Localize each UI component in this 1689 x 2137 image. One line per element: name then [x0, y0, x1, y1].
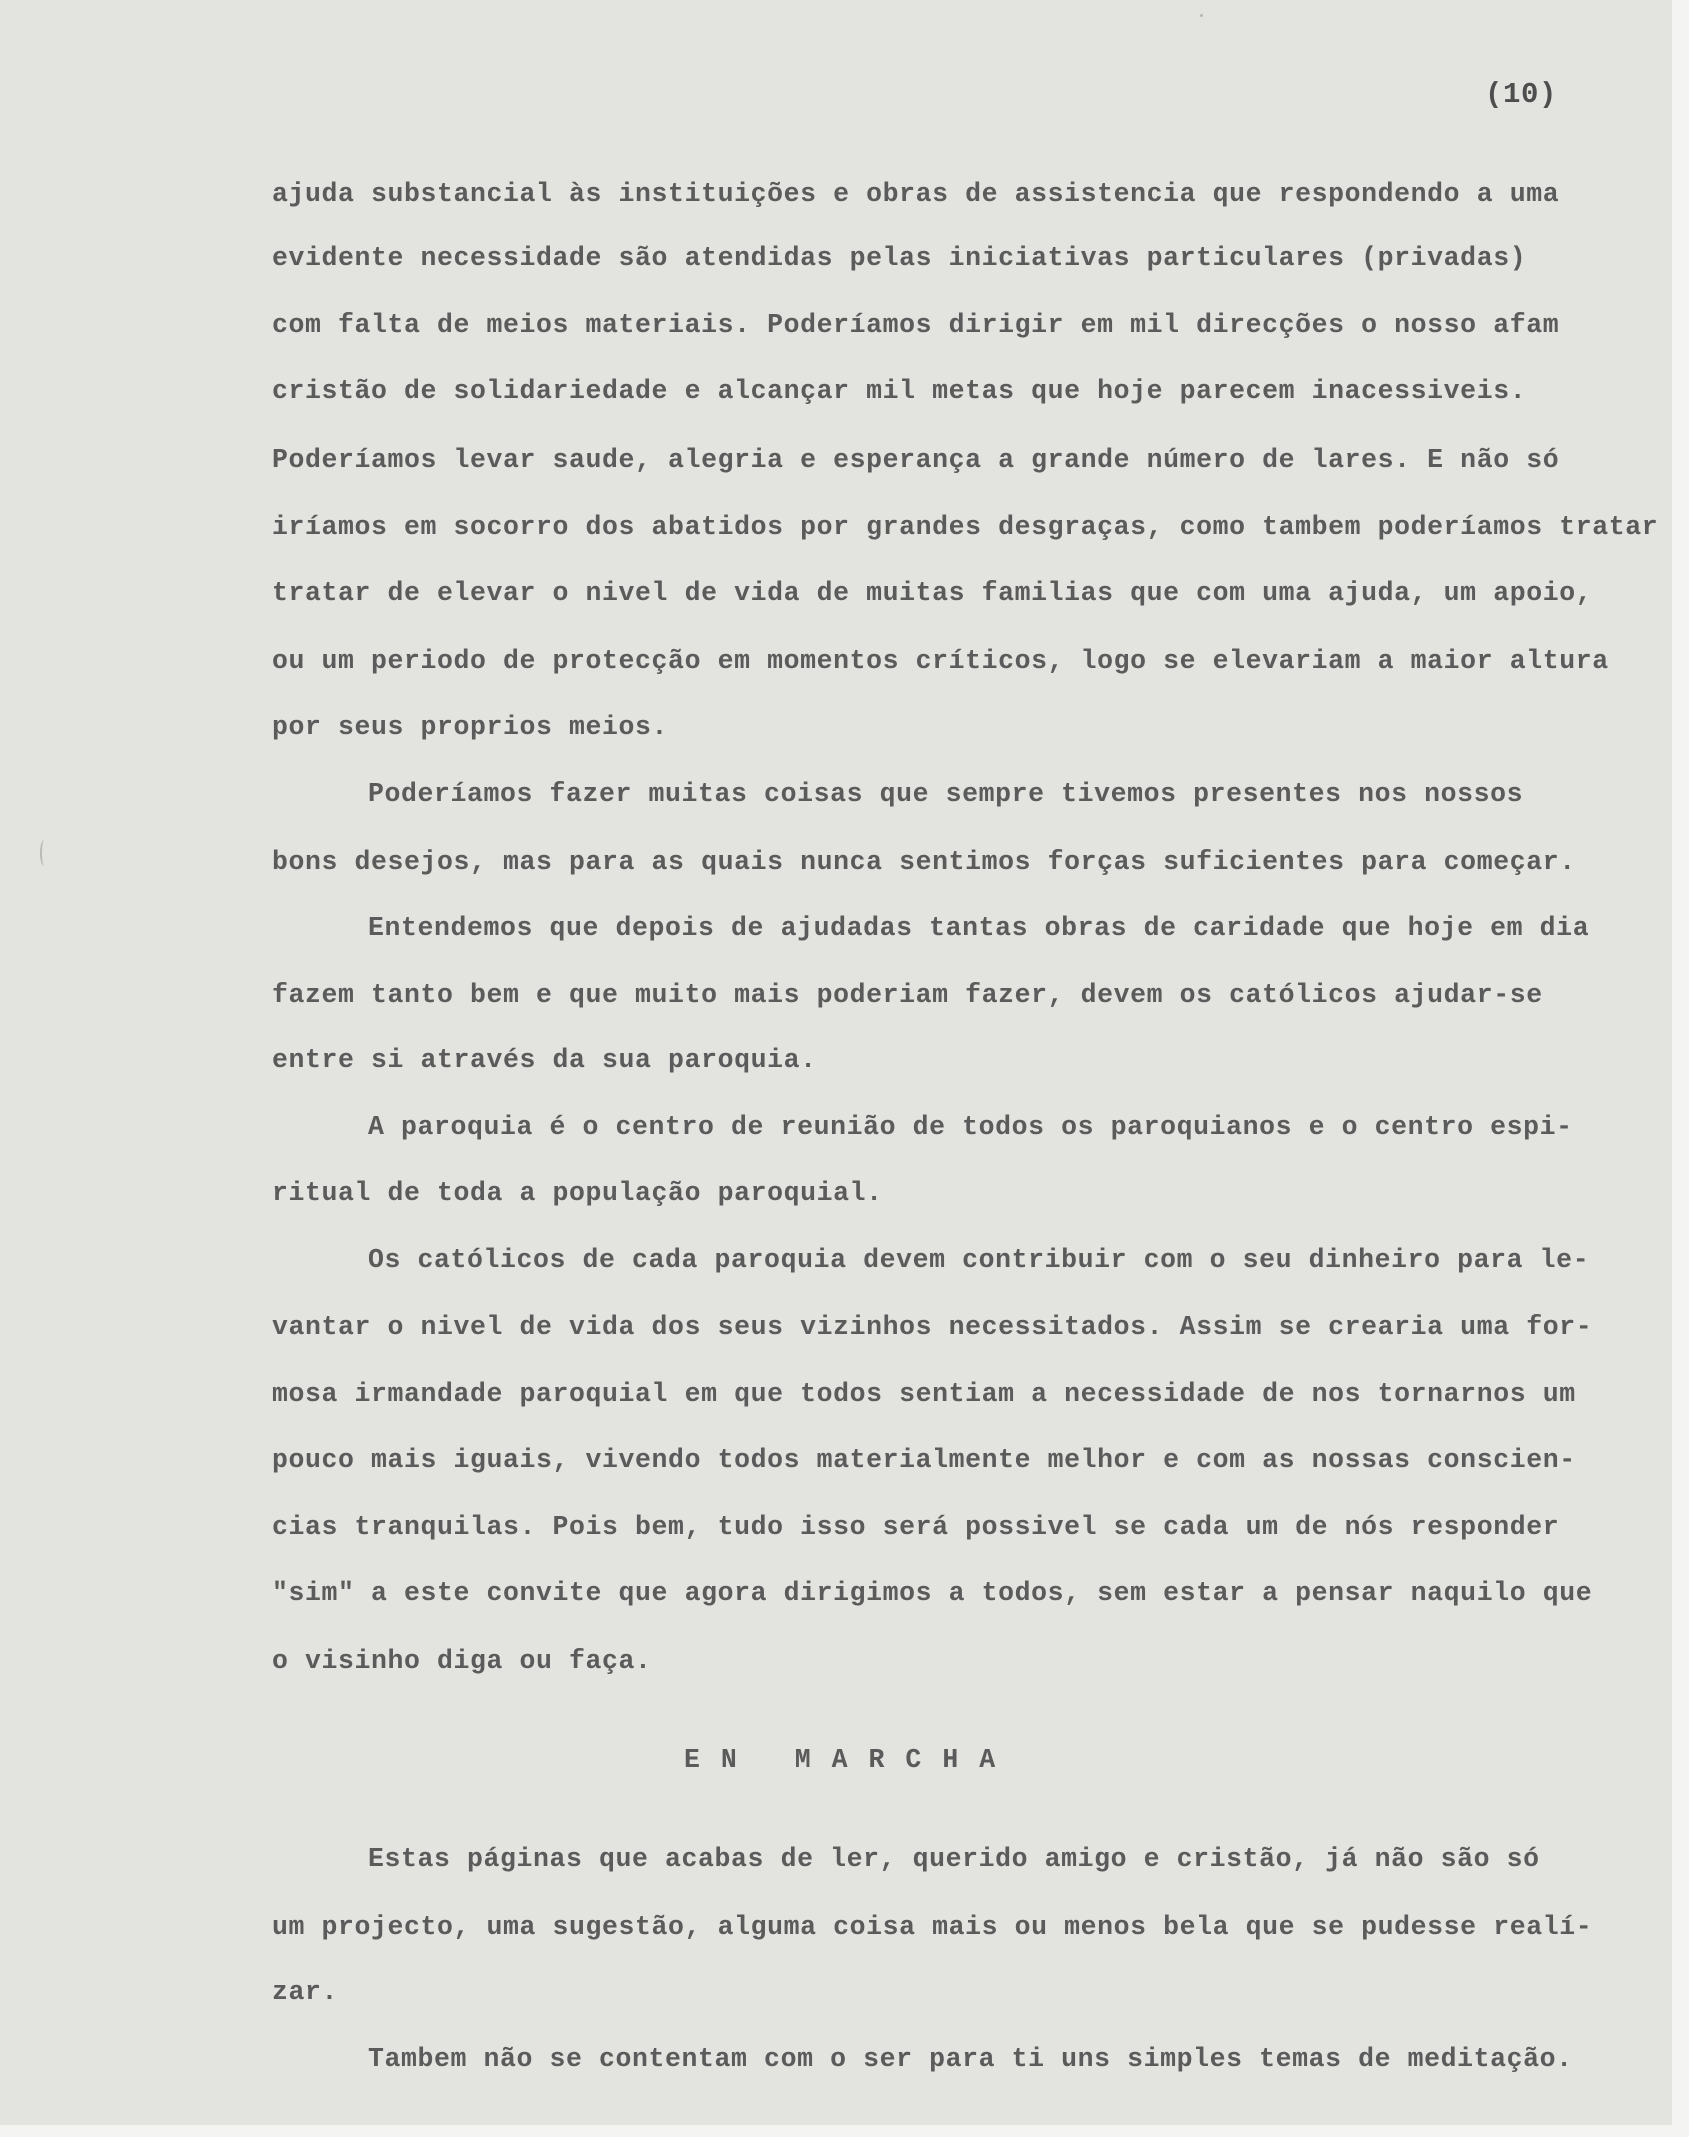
text-line: por seus proprios meios. [272, 712, 669, 742]
text-line: cias tranquilas. Pois bem, tudo isso será possivel se cada um de nós responder [272, 1512, 1560, 1542]
text-line: pouco mais iguais, vivendo todos materialmente melhor e com as nossas conscien- [272, 1445, 1576, 1475]
text-line: Poderíamos levar saude, alegria e esperança a grande número de lares. E não só [272, 445, 1560, 475]
text-line: cristão de solidariedade e alcançar mil metas que hoje parecem inacessiveis. [272, 376, 1527, 406]
text-line: ajuda substancial às instituições e obras de assistencia que respondendo a uma [272, 179, 1560, 209]
text-line: "sim" a este convite que agora dirigimos a todos, sem estar a pensar naquilo que [272, 1578, 1593, 1608]
text-line: mosa irmandade paroquial em que todos sentiam a necessidade de nos tornarnos um [272, 1379, 1576, 1409]
scan-edge-right [1672, 0, 1689, 2137]
text-line: tratar de elevar o nivel de vida de muitas familias que com uma ajuda, um apoio, [272, 578, 1593, 608]
margin-mark [40, 840, 48, 866]
text-line: bons desejos, mas para as quais nunca sentimos forças suficientes para começar. [272, 847, 1576, 877]
text-line: ritual de toda a população paroquial. [272, 1178, 883, 1208]
text-line: zar. [272, 1977, 339, 2007]
text-line: o visinho diga ou faça. [272, 1646, 652, 1676]
text-line: ou um periodo de protecção em momentos críticos, logo se elevariam a maior altura [272, 646, 1609, 676]
text-line: evidente necessidade são atendidas pelas iniciativas particulares (privadas) [272, 243, 1527, 273]
text-line: fazem tanto bem e que muito mais poderiam fazer, devem os católicos ajudar-se [272, 980, 1543, 1010]
text-line: iríamos em socorro dos abatidos por grandes desgraças, como tambem poderíamos tratar [272, 512, 1659, 542]
scan-edge-bottom [0, 2125, 1689, 2137]
paper-speck [1200, 14, 1203, 17]
text-line: vantar o nivel de vida dos seus vizinhos necessitados. Assim se crearia uma for- [272, 1312, 1593, 1342]
text-line: Estas páginas que acabas de ler, querido amigo e cristão, já não são só [368, 1844, 1540, 1874]
text-line: Tambem não se contentam com o ser para ti uns simples temas de meditação. [368, 2044, 1573, 2074]
text-line: entre si através da sua paroquia. [272, 1045, 817, 1075]
text-line: Os católicos de cada paroquia devem contribuir com o seu dinheiro para le- [368, 1245, 1590, 1275]
text-line: um projecto, uma sugestão, alguma coisa mais ou menos bela que se pudesse realí- [272, 1912, 1593, 1942]
text-line: Entendemos que depois de ajudadas tantas obras de caridade que hoje em dia [368, 913, 1590, 943]
text-line: com falta de meios materiais. Poderíamos dirigir em mil direcções o nosso afam [272, 310, 1560, 340]
text-line: A paroquia é o centro de reunião de todos os paroquianos e o centro espi- [368, 1112, 1573, 1142]
text-line: Poderíamos fazer muitas coisas que sempre tivemos presentes nos nossos [368, 779, 1524, 809]
section-heading: EN MARCHA [684, 1745, 1017, 1775]
page-number: (10) [1485, 78, 1558, 111]
